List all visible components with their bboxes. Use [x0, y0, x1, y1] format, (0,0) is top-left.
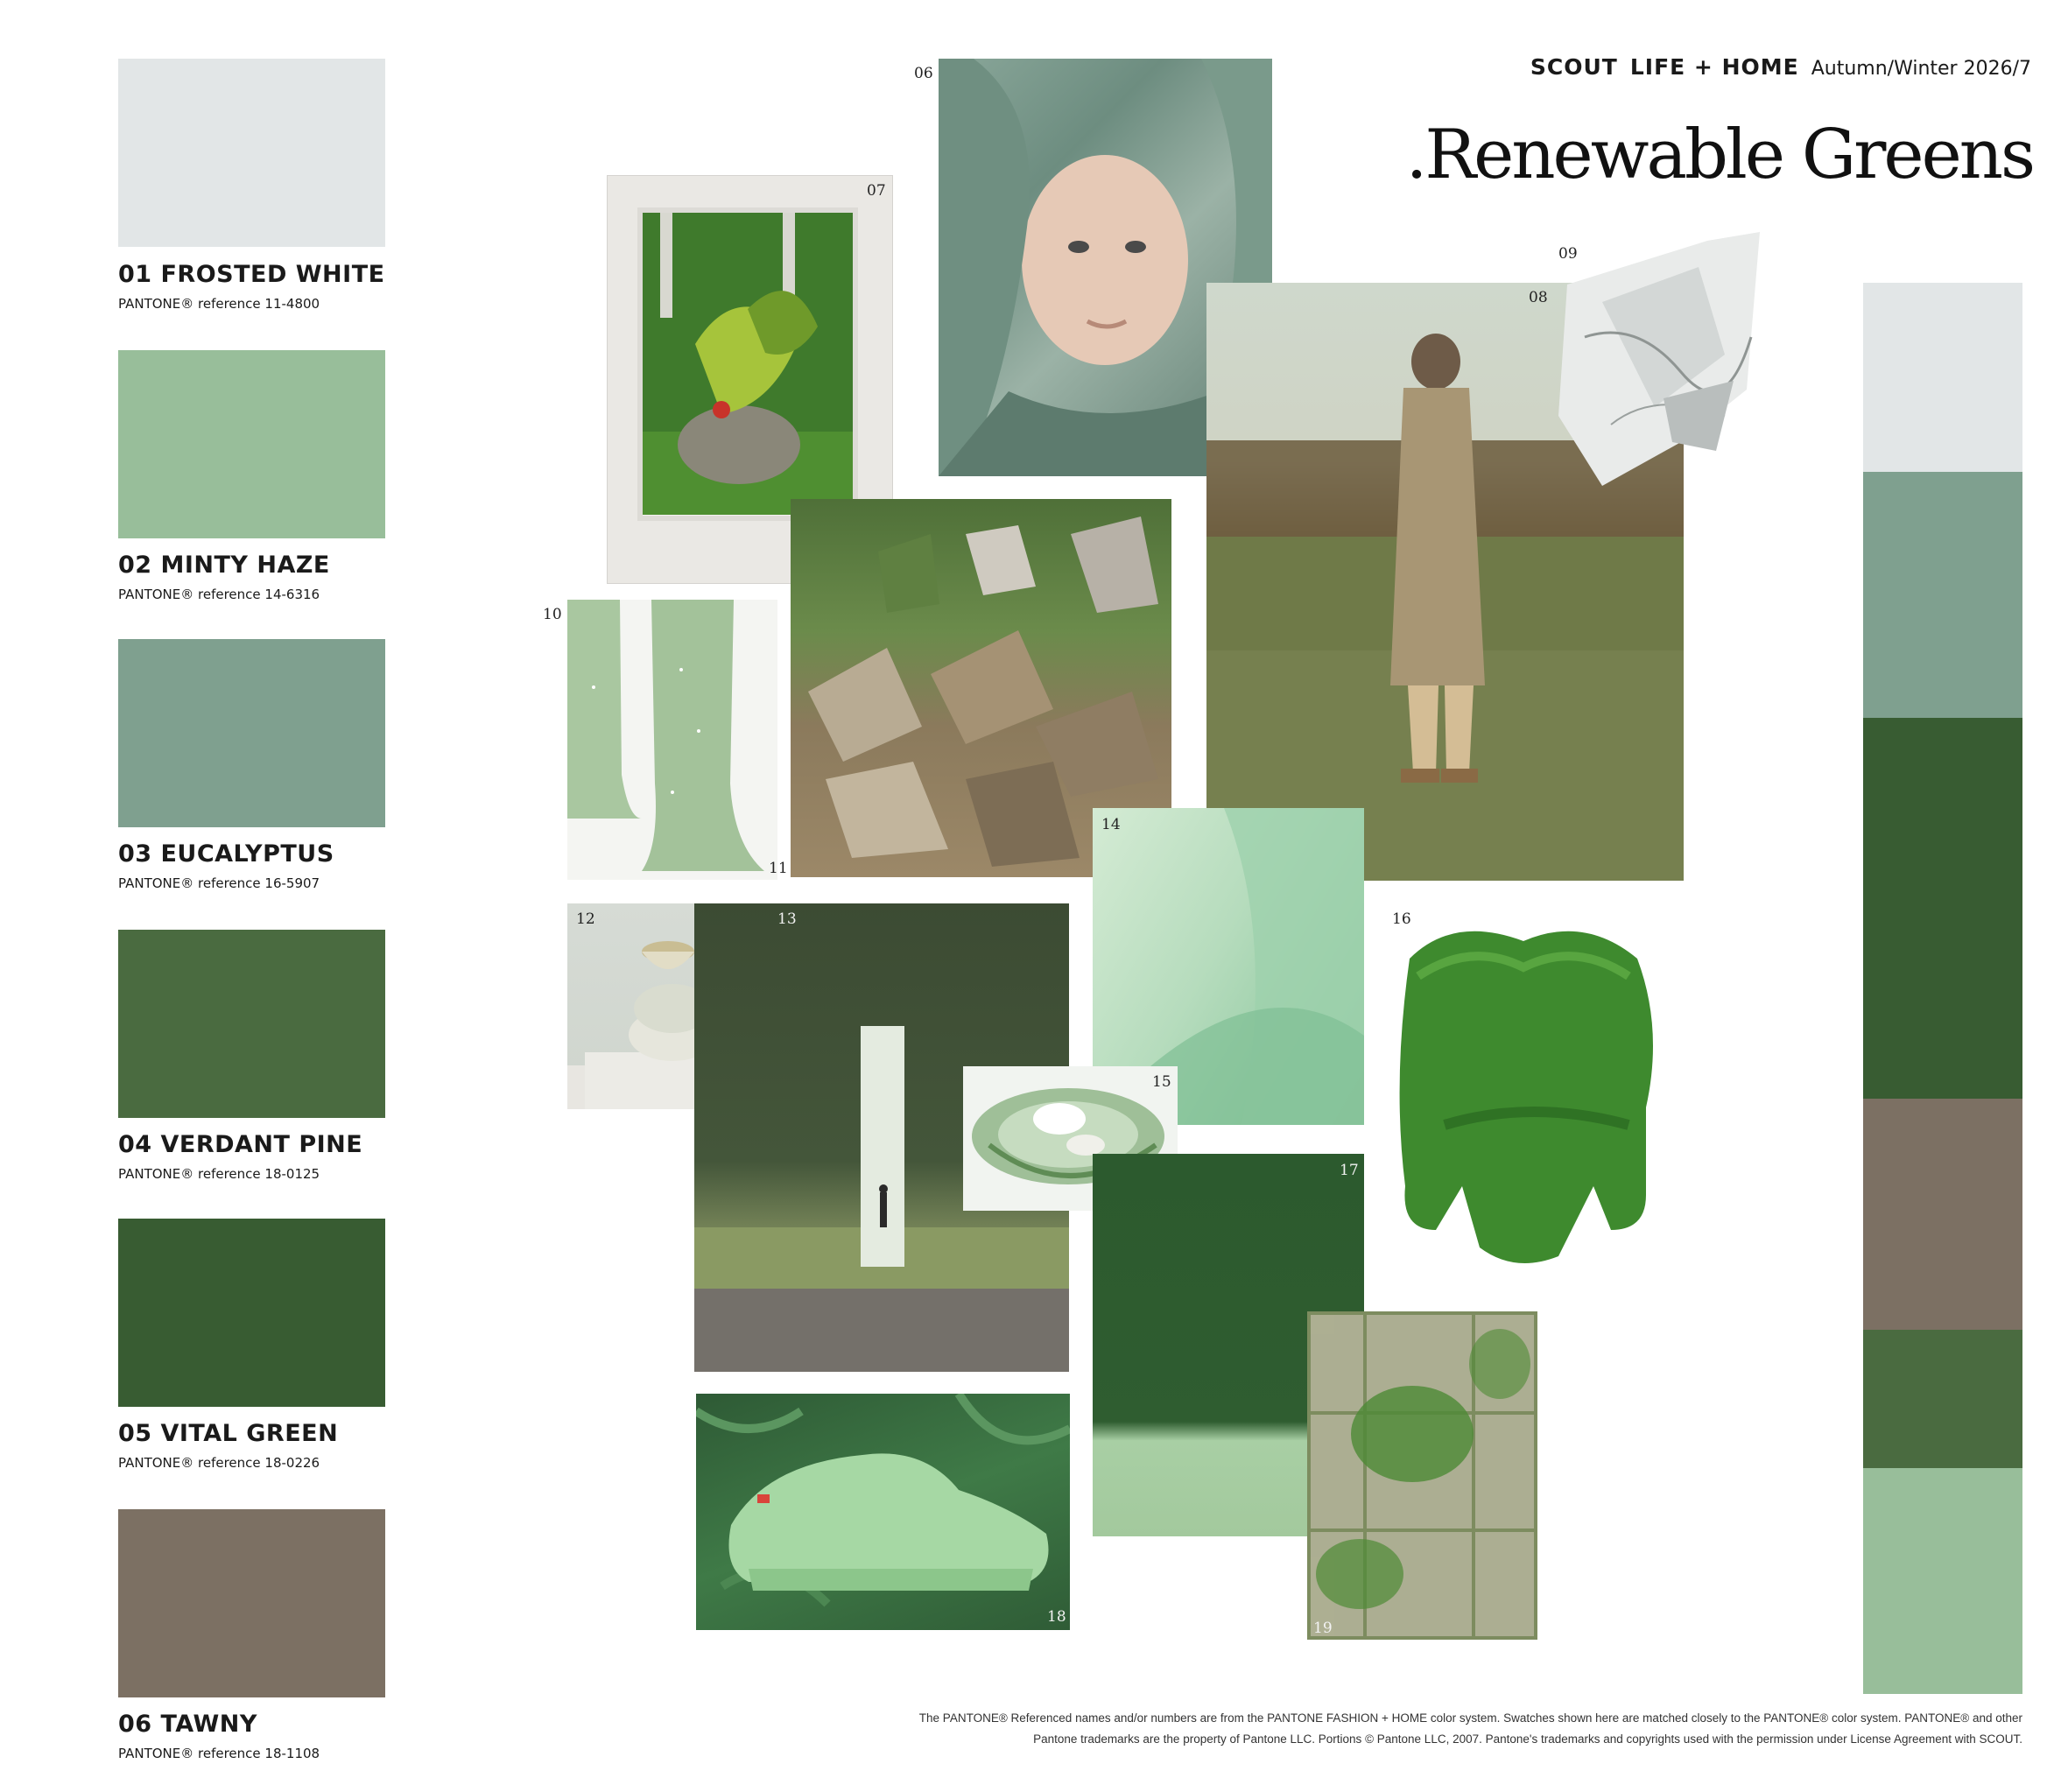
swatch-name: 01 FROSTED WHITE	[118, 261, 385, 288]
brand-logo: SCOUT	[1530, 54, 1618, 80]
image-number: 10	[543, 606, 562, 623]
swatch-vital-green	[118, 1219, 385, 1407]
footer-disclaimer-line-1: The PANTONE® Referenced names and/or numbers are from the PANTONE FASHION + HOME color system. Swatches shown here are matched closely to the PANTONE® color system. PANTONE® and other	[918, 1711, 2022, 1725]
swatch-reference: PANTONE® reference 11-4800	[118, 296, 320, 312]
image-number: 07	[867, 182, 886, 200]
swatch-reference: PANTONE® reference 18-1108	[118, 1746, 320, 1761]
season-label: Autumn/Winter 2026/7	[1811, 58, 2031, 80]
image-number: 13	[777, 910, 797, 928]
swatch-reference: PANTONE® reference 14-6316	[118, 587, 320, 602]
swatch-name: 02 MINTY HAZE	[118, 552, 330, 579]
page-title: .Renewable Greens	[1405, 116, 2033, 194]
swatch-reference: PANTONE® reference 18-0125	[118, 1166, 320, 1182]
image-number: 17	[1340, 1162, 1359, 1179]
brand-line: LIFE + HOME	[1629, 54, 1799, 80]
palette-segment	[1863, 472, 2022, 718]
image-number: 16	[1392, 910, 1411, 928]
image-number: 15	[1152, 1073, 1171, 1091]
palette-segment	[1863, 1468, 2022, 1694]
palette-segment	[1863, 718, 2022, 1099]
sneaker-ferns-image	[696, 1394, 1070, 1630]
image-number: 18	[1047, 1608, 1066, 1626]
image-number: 11	[769, 860, 788, 877]
swatch-name: 06 TAWNY	[118, 1711, 257, 1738]
swatch-eucalyptus	[118, 639, 385, 827]
marble-paper-image	[1550, 232, 1760, 486]
swatch-name: 05 VITAL GREEN	[118, 1420, 339, 1447]
green-boucle-chair-image	[1383, 906, 1681, 1269]
image-number: 19	[1313, 1620, 1333, 1637]
swatch-name: 04 VERDANT PINE	[118, 1131, 363, 1158]
swatch-reference: PANTONE® reference 16-5907	[118, 875, 320, 891]
swatch-reference: PANTONE® reference 18-0226	[118, 1455, 320, 1471]
swatch-minty-haze	[118, 350, 385, 538]
ceramic-vases-image	[567, 600, 777, 880]
image-number: 08	[1529, 289, 1548, 306]
palette-segment	[1863, 1099, 2022, 1330]
glazed-tiles-image	[1307, 1311, 1537, 1640]
swatch-tawny	[118, 1509, 385, 1697]
palette-segment	[1863, 283, 2022, 472]
brand-header	[1530, 54, 2031, 80]
swatch-frosted-white	[118, 59, 385, 247]
image-number: 09	[1558, 245, 1578, 263]
swatch-verdant-pine	[118, 930, 385, 1118]
image-number: 14	[1101, 816, 1121, 833]
palette-segment	[1863, 1330, 2022, 1468]
image-number: 06	[914, 65, 933, 82]
footer-disclaimer-line-2: Pantone trademarks are the property of Pantone LLC. Portions © Pantone LLC, 2007. Pantone's trademarks and copyrights used with the permission under License Agreement with SCOUT.	[1033, 1732, 2022, 1746]
image-number: 12	[576, 910, 595, 928]
swatch-name: 03 EUCALYPTUS	[118, 840, 334, 868]
